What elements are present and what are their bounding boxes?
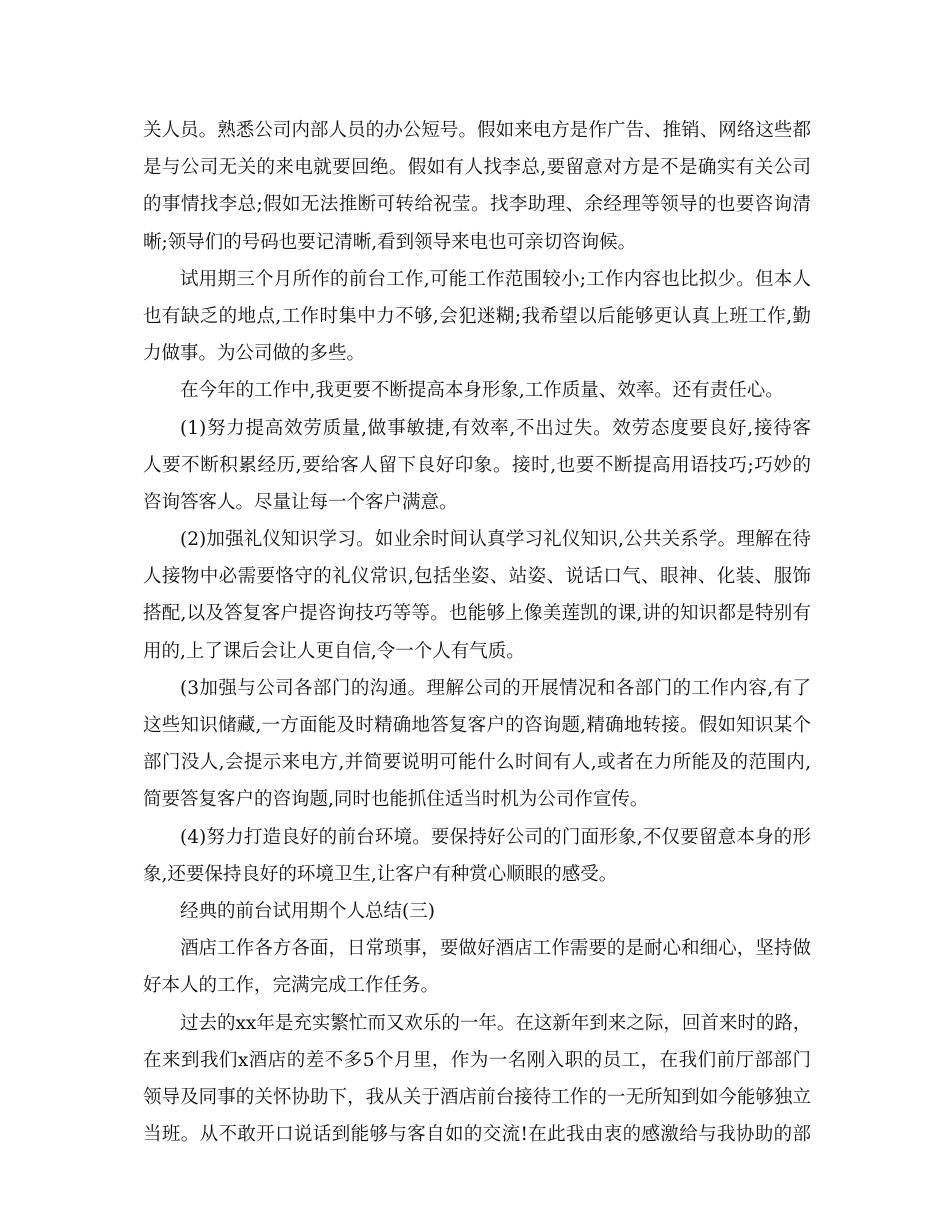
- paragraph-line: 的事情找李总;假如无法推断可转给祝莹。找李助理、余经理等领导的也要咨询清: [143, 194, 811, 216]
- paragraph-line: 搭配,以及答复客户提咨询技巧等等。也能够上像美莲凯的课,讲的知识都是特别有: [143, 603, 811, 625]
- paragraph-line: 酒店工作各方各面，日常琐事，要做好酒店工作需要的是耐心和细心，坚持做: [180, 938, 811, 960]
- paragraph-line: 晰;领导们的号码也要记清晰,看到领导来电也可亲切咨询候。: [143, 231, 637, 253]
- paragraph-line: 当班。从不敢开口说话到能够与客自如的交流!在此我由衷的感激给与我协助的部: [143, 1124, 811, 1146]
- paragraph-line: 在今年的工作中,我更要不断提高本身形象,工作质量、效率。还有责任心。: [180, 380, 784, 402]
- paragraph-line: 在来到我们x酒店的差不多5个月里，作为一名刚入职的员工，在我们前厅部部门: [143, 1049, 811, 1071]
- section-heading: 经典的前台试用期个人总结(三): [180, 900, 435, 922]
- paragraph-line: 人要不断积累经历,要给客人留下良好印象。接时,也要不断提高用语技巧;巧妙的: [143, 454, 811, 476]
- paragraph-line: 人接物中必需要恪守的礼仪常识,包括坐姿、站姿、说话口气、眼神、化装、服饰: [143, 566, 811, 588]
- paragraph-line: 象,还要保持良好的环境卫生,让客户有种赏心顺眼的感受。: [143, 863, 618, 885]
- paragraph-line: (2)加强礼仪知识学习。如业余时间认真学习礼仪知识,公共关系学。理解在待: [180, 529, 811, 551]
- paragraph-line: 用的,上了课后会让人更自信,令一个人有气质。: [143, 640, 525, 662]
- paragraph-line: 过去的xx年是充实繁忙而又欢乐的一年。在这新年到来之际，回首来时的路，: [180, 1012, 812, 1034]
- paragraph-line: 领导及同事的关怀协助下，我从关于酒店前台接待工作的一无所知到如今能够独立: [143, 1086, 811, 1108]
- paragraph-line: 部门没人,会提示来电方,并简要说明可能什么时间有人,或者在力所能及的范围内,: [143, 752, 811, 774]
- paragraph-line: 关人员。熟悉公司内部人员的办公短号。假如来电方是作广告、推销、网络这些都: [143, 120, 811, 141]
- paragraph-line: (3加强与公司各部门的沟通。理解公司的开展情况和各部门的工作内容,有了: [180, 677, 811, 699]
- paragraph-line: 咨询答客人。尽量让每一个客户满意。: [143, 491, 458, 513]
- paragraph-line: 是与公司无关的来电就要回绝。假如有人找李总,要留意对方是不是确实有关公司: [143, 157, 811, 179]
- paragraph-line: 也有缺乏的地点,工作时集中力不够,会犯迷糊;我希望以后能够更认真上班工作,勤: [143, 305, 811, 327]
- paragraph-line: 力做事。为公司做的多些。: [143, 343, 366, 365]
- document-body: [143, 112, 811, 1153]
- paragraph-line: (4)努力打造良好的前台环境。要保持好公司的门面形象,不仅要留意本身的形: [180, 826, 811, 848]
- paragraph-line: (1)努力提高效劳质量,做事敏捷,有效率,不出过失。效劳态度要良好,接待客: [180, 417, 811, 439]
- paragraph-line: 这些知识储藏,一方面能及时精确地答复客户的咨询题,精确地转接。假如知识某个: [143, 715, 811, 736]
- paragraph-line: 好本人的工作，完满完成工作任务。: [143, 975, 440, 997]
- paragraph-line: 简要答复客户的咨询题,同时也能抓住适当时机为公司作宣传。: [143, 789, 649, 811]
- paragraph-line: 试用期三个月所作的前台工作,可能工作范围较小;工作内容也比拟少。但本人: [180, 268, 811, 290]
